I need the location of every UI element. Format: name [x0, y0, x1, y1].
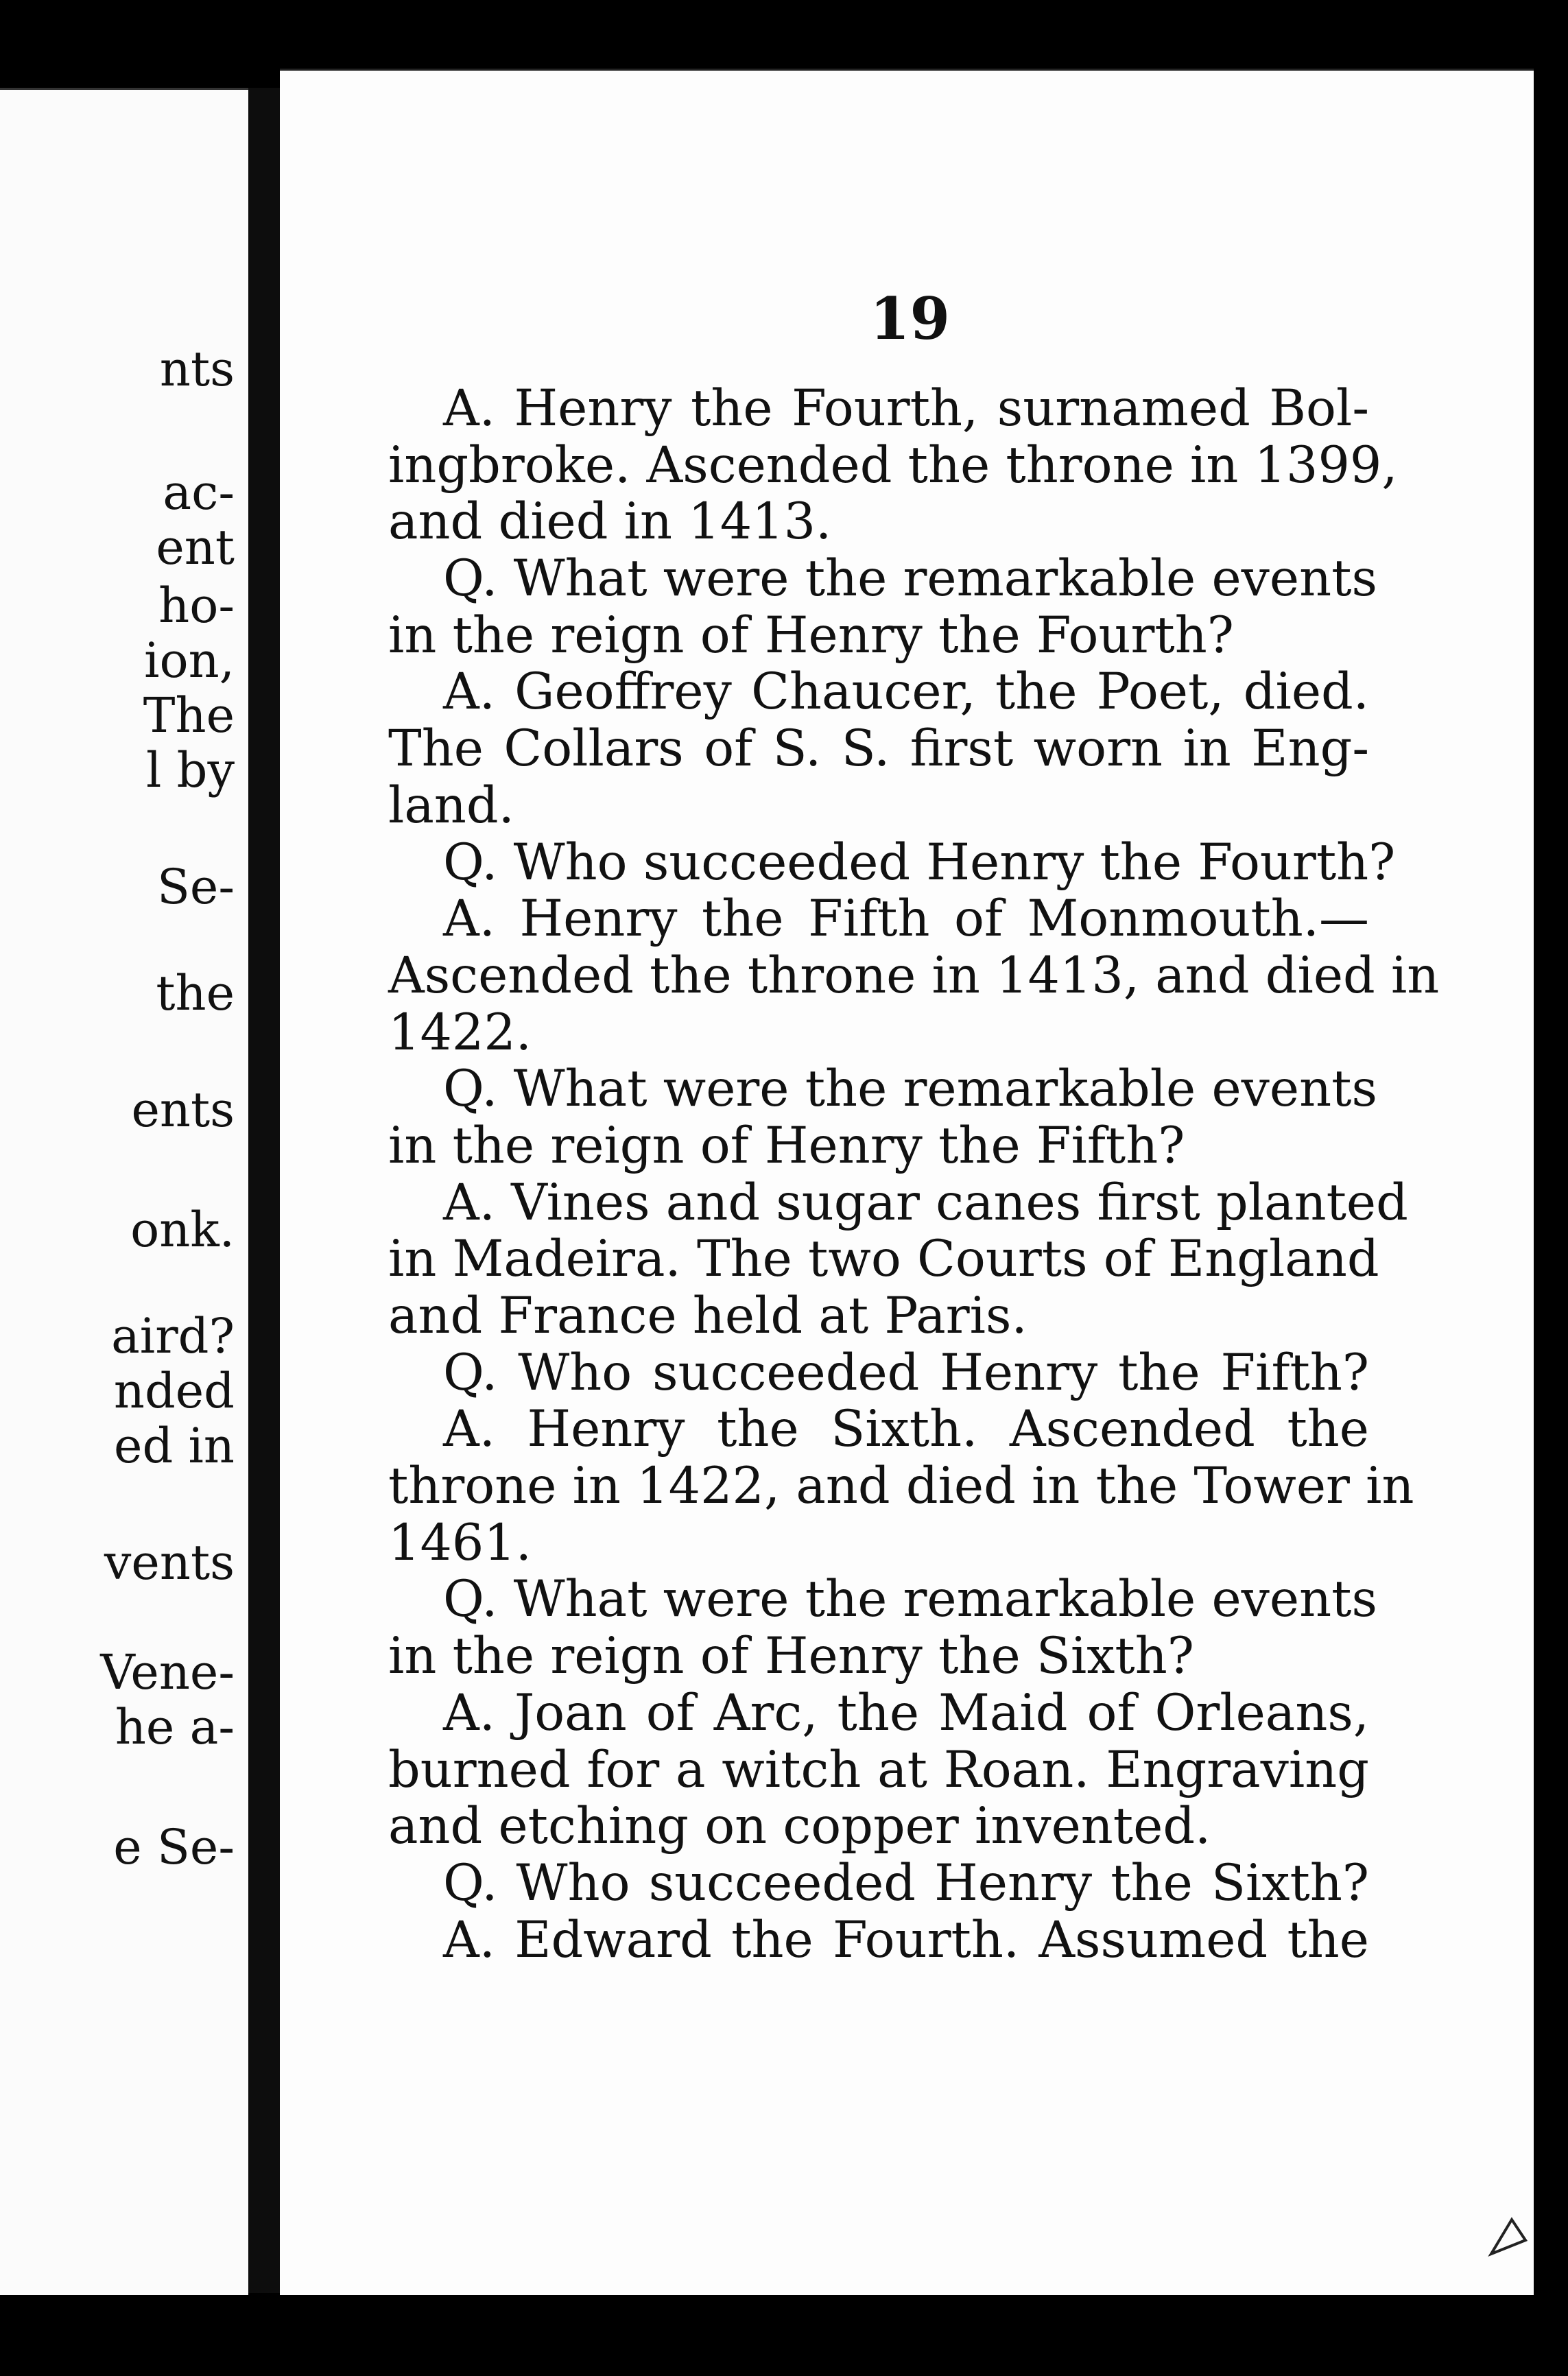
previous-page-line: l by — [146, 742, 235, 798]
text-line: A. Joan of Arc, the Maid of Orleans, — [443, 1683, 1369, 1742]
previous-page-line: ent — [156, 519, 235, 575]
page-body-text — [388, 379, 1440, 1969]
text-line: in the reign of Henry the Sixth? — [388, 1627, 1194, 1686]
text-line: Q. What were the remarkable events — [443, 1060, 1377, 1119]
text-line: A. Geoffrey Chaucer, the Poet, died. — [443, 663, 1369, 722]
previous-page-line: ho- — [158, 578, 235, 634]
previous-page-line: nded — [113, 1363, 235, 1419]
text-line: 1461. — [388, 1513, 532, 1572]
text-line: Q. Who succeeded Henry the Fifth? — [443, 1343, 1369, 1402]
current-page — [280, 69, 1534, 2295]
previous-page — [0, 88, 248, 2295]
text-line: and France held at Paris. — [388, 1287, 1027, 1345]
text-line: in Madeira. The two Courts of England — [388, 1230, 1379, 1289]
previous-page-line: ents — [131, 1082, 235, 1138]
text-line: A. Henry the Sixth. Ascended the — [443, 1400, 1369, 1459]
text-line: A. Vines and sugar canes first planted — [443, 1173, 1408, 1232]
page-number: 19 — [870, 285, 950, 353]
previous-page-line: aird? — [111, 1308, 235, 1364]
text-line: A. Edward the Fourth. Assumed the — [443, 1910, 1369, 1969]
previous-page-line: nts — [159, 341, 235, 397]
previous-page-line: vents — [104, 1534, 235, 1591]
text-line: and died in 1413. — [388, 492, 832, 551]
text-line: in the reign of Henry the Fourth? — [388, 606, 1234, 665]
text-line: 1422. — [388, 1003, 532, 1062]
text-line: throne in 1422, and died in the Tower in — [388, 1457, 1414, 1516]
text-line: Q. Who succeeded Henry the Fourth? — [443, 833, 1396, 892]
text-line: and etching on copper invented. — [388, 1797, 1211, 1856]
previous-page-line: onk. — [130, 1202, 235, 1258]
previous-page-line: ac- — [163, 464, 235, 521]
page-gutter — [248, 88, 280, 2293]
text-line: The Collars of S. S. first worn in Eng- — [388, 720, 1369, 779]
page-corner-mark-icon — [1484, 2213, 1532, 2261]
previous-page-line: The — [143, 687, 235, 744]
text-line: A. Henry the Fourth, surnamed Bol- — [443, 379, 1369, 438]
text-line: Ascended the throne in 1413, and died in — [388, 946, 1440, 1005]
text-line: Q. Who succeeded Henry the Sixth? — [443, 1853, 1369, 1912]
previous-page-line: e Se- — [113, 1819, 235, 1875]
previous-page-line: ed in — [114, 1418, 235, 1474]
previous-page-line: the — [156, 965, 235, 1021]
text-line: in the reign of Henry the Fifth? — [388, 1116, 1185, 1175]
text-line: land. — [388, 776, 514, 835]
text-line: ingbroke. Ascended the throne in 1399, — [388, 436, 1398, 495]
text-line: Q. What were the remarkable events — [443, 1570, 1377, 1629]
previous-page-line: ion, — [144, 632, 235, 689]
previous-page-line: he a- — [115, 1699, 235, 1755]
text-line: Q. What were the remarkable events — [443, 549, 1377, 608]
previous-page-line: Se- — [156, 859, 235, 915]
text-line: A. Henry the Fifth of Monmouth.— — [443, 890, 1369, 949]
previous-page-line: Vene- — [100, 1644, 235, 1700]
text-line: burned for a witch at Roan. Engraving — [388, 1740, 1369, 1799]
